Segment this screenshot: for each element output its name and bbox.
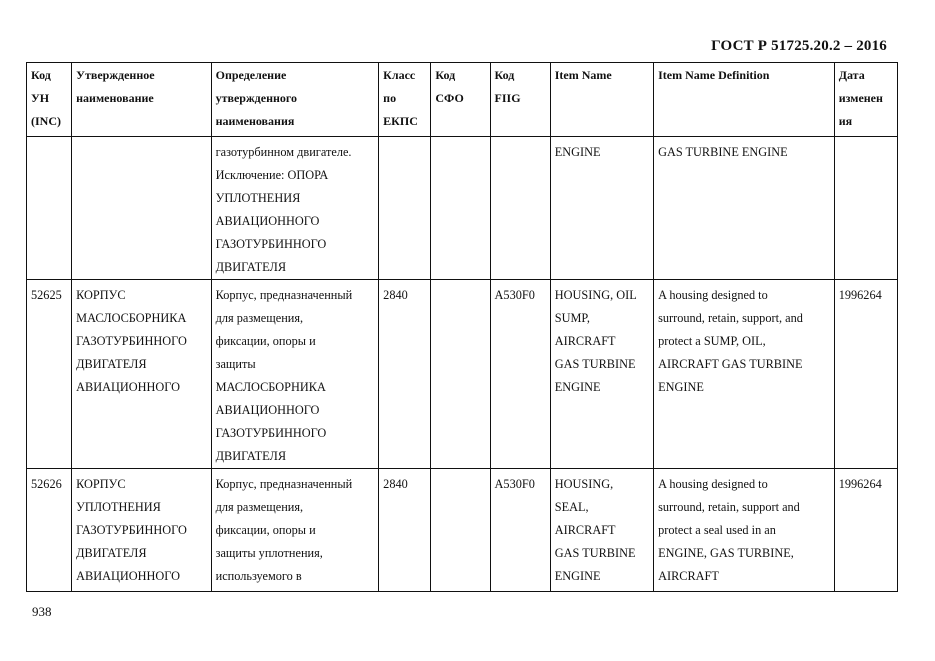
header-item-name: Item Name <box>550 63 653 137</box>
table-row <box>27 280 898 469</box>
standard-designation: ГОСТ Р 51725.20.2 – 2016 <box>711 38 887 54</box>
cell-fiig-code <box>490 137 550 280</box>
cell-change-date: 1996264 <box>834 469 897 592</box>
header-sfo-code: Код СФО <box>431 63 490 137</box>
header-item-name-definition: Item Name Definition <box>654 63 835 137</box>
cell-definition: газотурбинном двигателе. Исключение: ОПОРА УПЛОТНЕНИЯ АВИАЦИОННОГО ГАЗОТУРБИННОГО ДВИГАТЕЛЯ <box>211 137 379 280</box>
header-fiig-code: Код FIIG <box>490 63 550 137</box>
header-change-date: Дата изменен ия <box>834 63 897 137</box>
cell-sfo-code <box>431 469 490 592</box>
cell-item-name-definition: GAS TURBINE ENGINE <box>654 137 835 280</box>
cell-ekps-class: 2840 <box>379 469 431 592</box>
cell-fiig-code: A530F0 <box>490 469 550 592</box>
cell-sfo-code <box>431 137 490 280</box>
cell-ekps-class: 2840 <box>379 280 431 469</box>
header-approved-name: Утвержденное наименование <box>72 63 211 137</box>
table-row <box>27 469 898 592</box>
cell-item-name: ENGINE <box>550 137 653 280</box>
cell-approved-name: КОРПУС УПЛОТНЕНИЯ ГАЗОТУРБИННОГО ДВИГАТЕЛЯ АВИАЦИОННОГО <box>72 469 211 592</box>
header-ekps-class: Класс по ЕКПС <box>379 63 431 137</box>
cell-definition: Корпус, предназначенный для размещения, фиксации, опоры и защиты уплотнения, используемого в <box>211 469 379 592</box>
header-inc: Код УН (INC) <box>27 63 72 137</box>
catalog-table <box>26 62 898 592</box>
cell-item-name-definition: A housing designed to surround, retain, support and protect a seal used in an ENGINE, GAS TURBINE, AIRCRAFT <box>654 469 835 592</box>
cell-sfo-code <box>431 280 490 469</box>
cell-inc: 52626 <box>27 469 72 592</box>
page-number: 938 <box>32 604 52 619</box>
cell-approved-name <box>72 137 211 280</box>
cell-item-name: HOUSING, OIL SUMP, AIRCRAFT GAS TURBINE ENGINE <box>550 280 653 469</box>
cell-ekps-class <box>379 137 431 280</box>
cell-item-name-definition: A housing designed to surround, retain, support, and protect a SUMP, OIL, AIRCRAFT GAS TURBINE ENGINE <box>654 280 835 469</box>
table-header-row <box>27 63 898 137</box>
cell-fiig-code: A530F0 <box>490 280 550 469</box>
table-row <box>27 137 898 280</box>
cell-inc <box>27 137 72 280</box>
cell-definition: Корпус, предназначенный для размещения, фиксации, опоры и защиты МАСЛОСБОРНИКА АВИАЦИОННОГО ГАЗОТУРБИННОГО ДВИГАТЕЛЯ <box>211 280 379 469</box>
cell-item-name: HOUSING, SEAL, AIRCRAFT GAS TURBINE ENGINE <box>550 469 653 592</box>
header-definition: Определение утвержденного наименования <box>211 63 379 137</box>
cell-approved-name: КОРПУС МАСЛОСБОРНИКА ГАЗОТУРБИННОГО ДВИГАТЕЛЯ АВИАЦИОННОГО <box>72 280 211 469</box>
cell-change-date <box>834 137 897 280</box>
cell-change-date: 1996264 <box>834 280 897 469</box>
cell-inc: 52625 <box>27 280 72 469</box>
